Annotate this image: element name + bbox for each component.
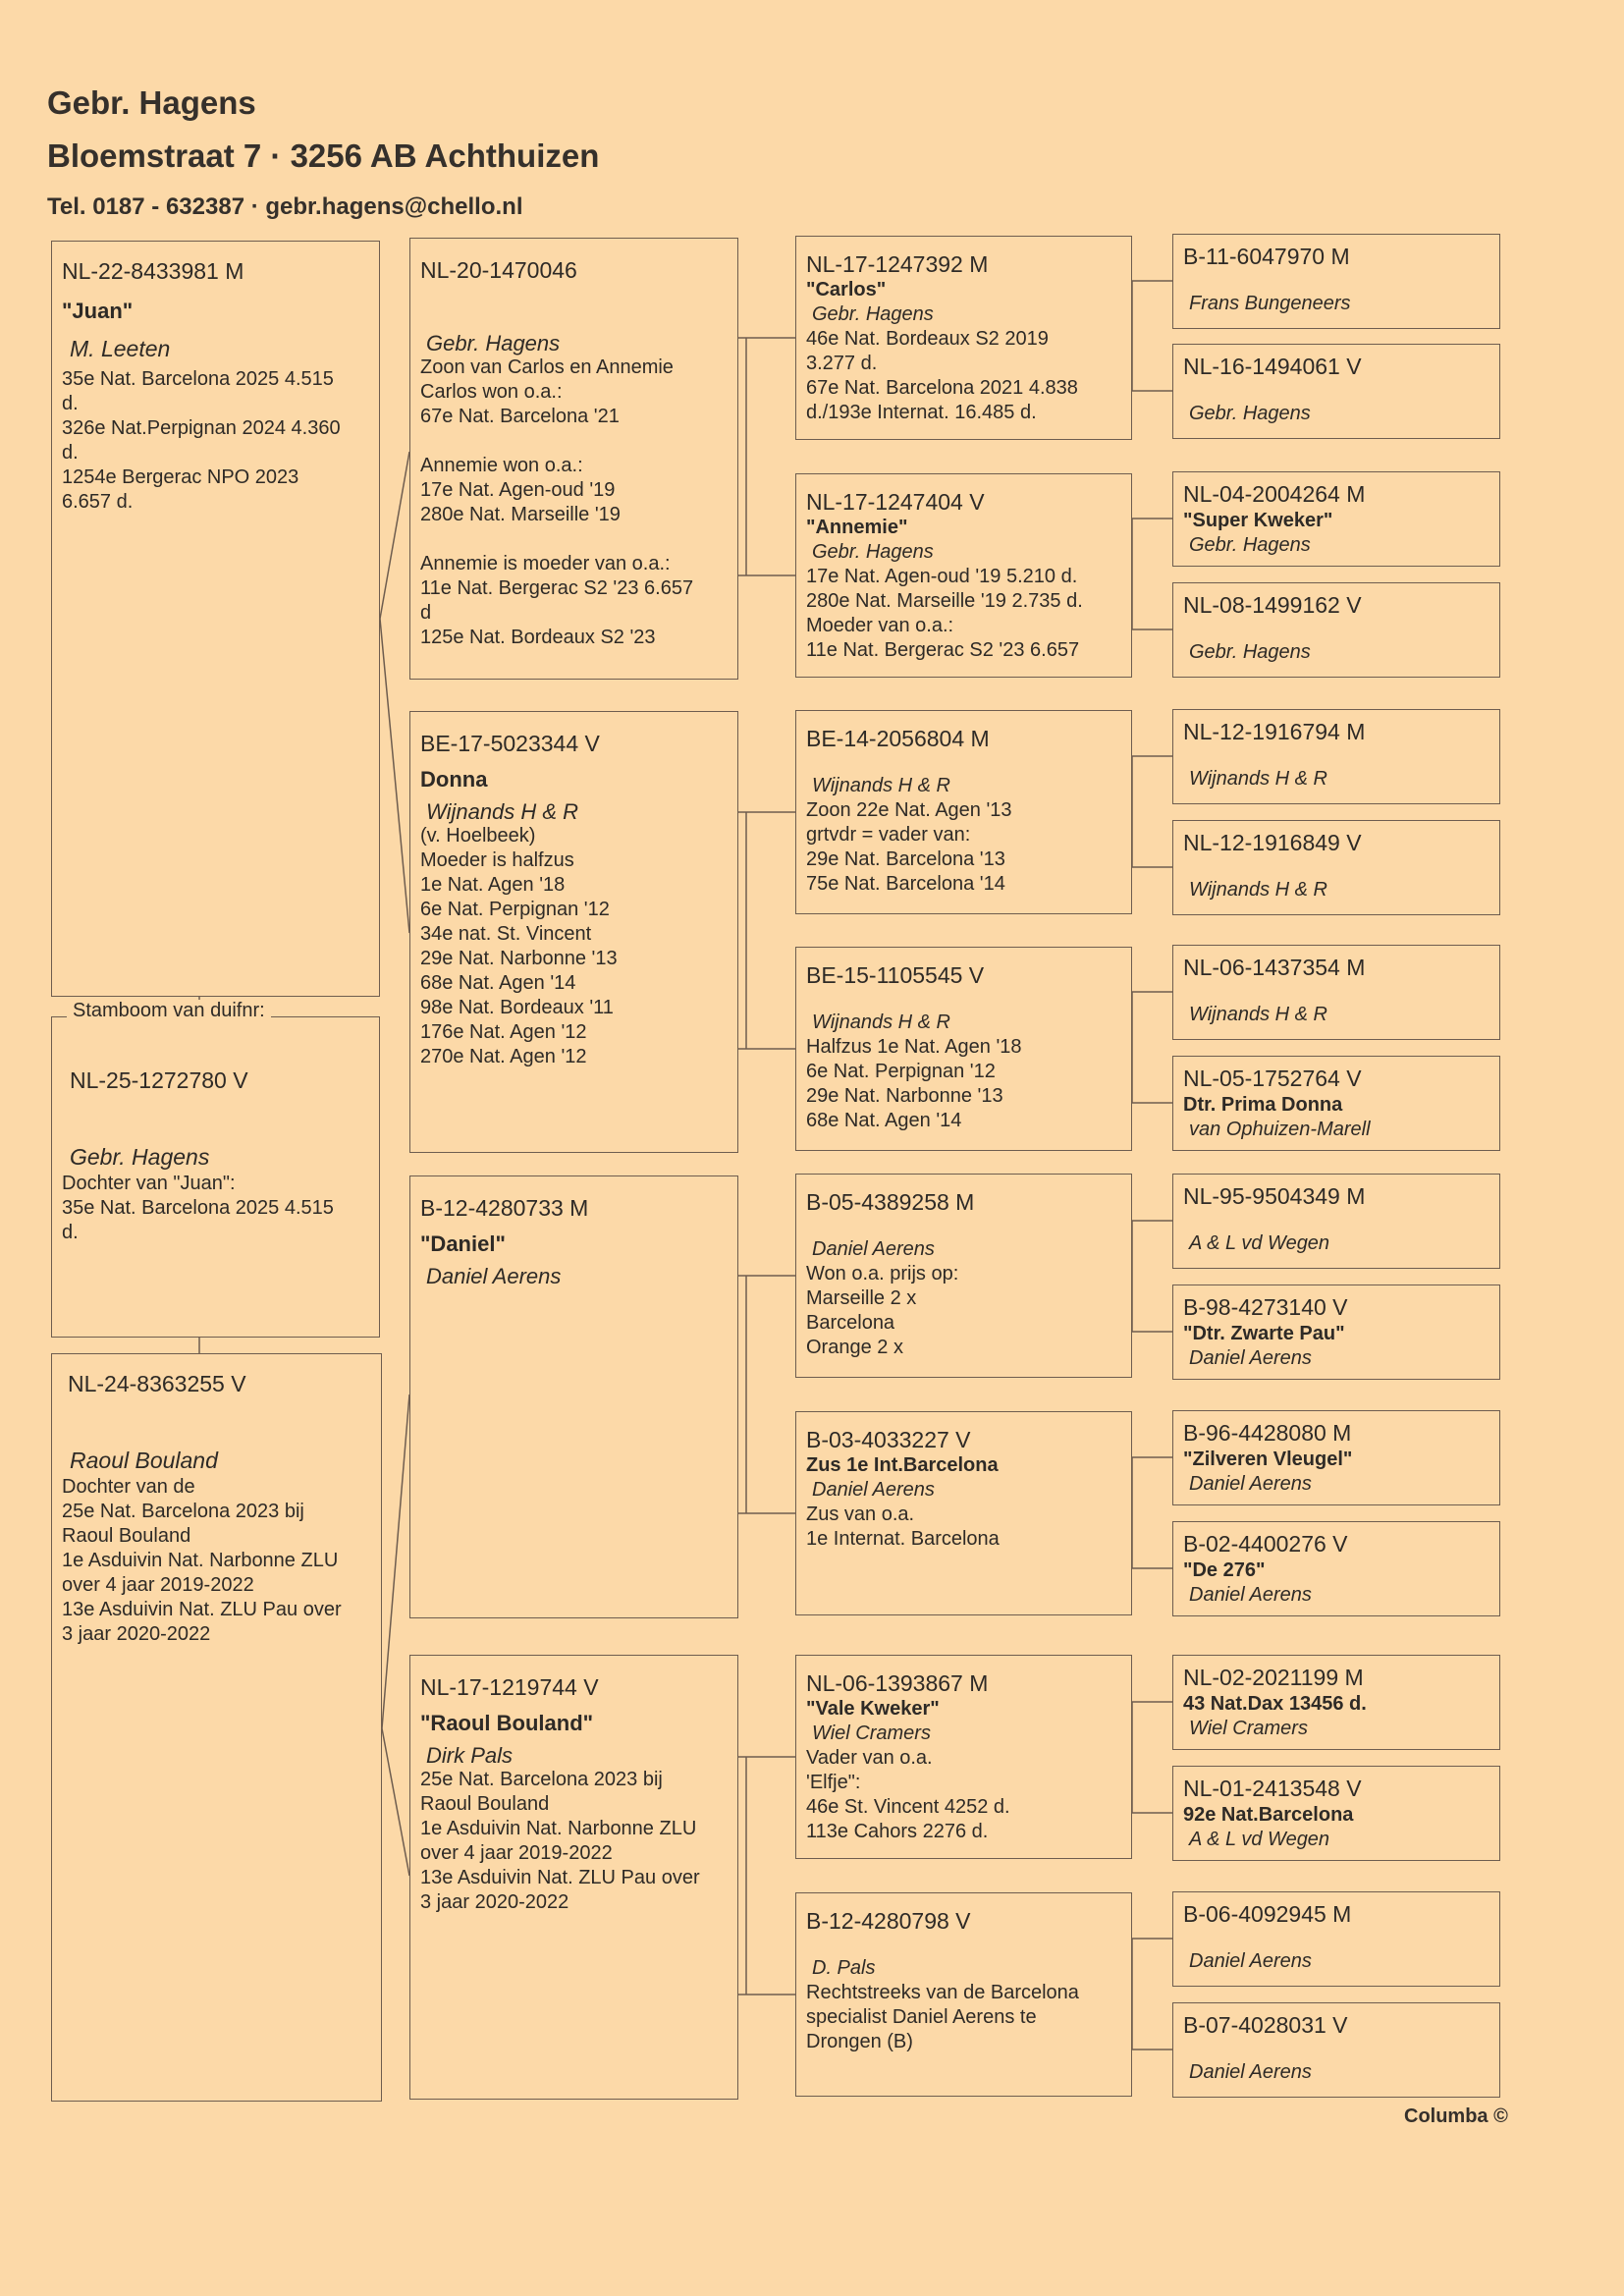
pigeon-name: "De 276" bbox=[1183, 1559, 1266, 1581]
pigeon-name bbox=[806, 989, 1121, 1011]
ring-number: NL-25-1272780 V bbox=[70, 1067, 248, 1093]
pigeon-notes: Vader van o.a. 'Elfje": 46e St. Vincent 4252 d. 113e Cahors 2276 d. bbox=[806, 1747, 1010, 1842]
connector-line bbox=[382, 1728, 409, 1876]
pedigree-card bbox=[409, 711, 738, 1153]
pedigree-card-dam bbox=[51, 1353, 382, 2102]
pigeon-notes: 25e Nat. Barcelona 2023 bij Raoul Bouland 1e Asduivin Nat. Narbonne ZLU over 4 jaar 2019-2022 13e Asduivin Nat. ZLU Pau over 3 jaar 2020-2022 bbox=[420, 1769, 700, 1913]
pedigree-card bbox=[1172, 2002, 1500, 2098]
owner-name: Raoul Bouland bbox=[70, 1448, 218, 1473]
ring-number: NL-24-8363255 V bbox=[68, 1371, 246, 1396]
pedigree-card bbox=[1172, 1766, 1500, 1861]
owner-name: Wiel Cramers bbox=[812, 1722, 931, 1744]
owner-name: Daniel Aerens bbox=[1189, 1584, 1312, 1606]
ring-number: NL-17-1219744 V bbox=[420, 1674, 599, 1700]
owner-name: Wijnands H & R bbox=[1189, 1004, 1327, 1025]
ring-number: NL-05-1752764 V bbox=[1183, 1066, 1362, 1091]
owner-name: Gebr. Hagens bbox=[812, 303, 934, 325]
owner-name: Wijnands H & R bbox=[426, 799, 579, 824]
pedigree-card bbox=[795, 710, 1132, 914]
pedigree-card bbox=[1172, 820, 1500, 915]
owner-name: Gebr. Hagens bbox=[1189, 403, 1311, 424]
pedigree-card bbox=[1172, 1655, 1500, 1750]
pedigree-card bbox=[795, 1655, 1132, 1859]
ring-number: NL-02-2021199 M bbox=[1183, 1665, 1364, 1690]
ring-number: BE-14-2056804 M bbox=[806, 726, 990, 751]
ring-number: B-06-4092945 M bbox=[1183, 1901, 1352, 1927]
pigeon-notes: Won o.a. prijs op: Marseille 2 x Barcelona Orange 2 x bbox=[806, 1263, 959, 1358]
pigeon-notes: Rechtstreeks van de Barcelona specialist Daniel Aerens te Drongen (B) bbox=[806, 1982, 1079, 2052]
pedigree-card bbox=[1172, 1056, 1500, 1151]
ring-number: B-12-4280798 V bbox=[806, 1908, 971, 1934]
pedigree-card bbox=[1172, 1174, 1500, 1269]
ring-number: NL-17-1247404 V bbox=[806, 489, 985, 515]
pedigree-card bbox=[795, 1174, 1132, 1378]
owner-name: A & L vd Wegen bbox=[1189, 1232, 1330, 1254]
pigeon-name: Dtr. Prima Donna bbox=[1183, 1094, 1343, 1116]
owner-name: Gebr. Hagens bbox=[1189, 534, 1311, 556]
pigeon-name: "Carlos" bbox=[806, 279, 887, 301]
ring-number: NL-12-1916794 M bbox=[1183, 719, 1366, 744]
ring-number: NL-95-9504349 M bbox=[1183, 1183, 1366, 1209]
pedigree-card bbox=[1172, 1410, 1500, 1505]
owner-name: Dirk Pals bbox=[426, 1743, 514, 1768]
pigeon-notes: 35e Nat. Barcelona 2025 4.515 d. 326e Nat.Perpignan 2024 4.360 d. 1254e Bergerac NPO 2023 6.657 d. bbox=[62, 368, 341, 513]
pedigree-card bbox=[1172, 709, 1500, 804]
pigeon-notes: Halfzus 1e Nat. Agen '18 6e Nat. Perpignan '12 29e Nat. Narbonne '13 68e Nat. Agen '14 bbox=[806, 1036, 1022, 1131]
pigeon-notes: Dochter van "Juan": 35e Nat. Barcelona 2025 4.515 d. bbox=[62, 1173, 334, 1243]
pedigree-card bbox=[795, 236, 1132, 440]
ring-number: NL-04-2004264 M bbox=[1183, 481, 1366, 507]
pedigree-card bbox=[795, 473, 1132, 678]
pigeon-name: "Super Kweker" bbox=[1183, 510, 1333, 531]
owner-name: Gebr. Hagens bbox=[812, 541, 934, 563]
owner-name: D. Pals bbox=[812, 1957, 876, 1979]
pigeon-name: "Vale Kweker" bbox=[806, 1698, 940, 1720]
pigeon-notes: (v. Hoelbeek) Moeder is halfzus 1e Nat. Agen '18 6e Nat. Perpignan '12 34e nat. St. Vincent 29e Nat. Narbonne '13 68e Nat. Agen '14 98e Nat. Bordeaux '11 176e Nat. Agen '12 270e Nat. Agen '12 bbox=[420, 825, 618, 1067]
pigeon-name: Zus 1e Int.Barcelona bbox=[806, 1454, 999, 1476]
owner-name: Daniel Aerens bbox=[812, 1479, 935, 1501]
ring-number: NL-16-1494061 V bbox=[1183, 354, 1362, 379]
pigeon-notes: Zoon van Carlos en Annemie Carlos won o.a.: 67e Nat. Barcelona '21 Annemie won o.a.: 17e Nat. Agen-oud '19 280e Nat. Marseille '19 Annemie is moeder van o.a.: 11e Nat. Bergerac S2 '23 6.657 d 125e Nat. Bordeaux S2 '23 bbox=[420, 356, 694, 648]
ring-number: NL-08-1499162 V bbox=[1183, 592, 1362, 618]
breeder-name: Gebr. Hagens bbox=[47, 84, 256, 121]
pedigree-card bbox=[1172, 1521, 1500, 1616]
ring-number: NL-20-1470046 bbox=[420, 257, 577, 283]
owner-name: Wiel Cramers bbox=[1189, 1718, 1308, 1739]
owner-name: Gebr. Hagens bbox=[426, 331, 561, 355]
owner-name: Daniel Aerens bbox=[1189, 2061, 1312, 2083]
ring-number: NL-22-8433981 M bbox=[62, 258, 244, 284]
owner-name: Daniel Aerens bbox=[426, 1264, 562, 1288]
pedigree-card bbox=[1172, 582, 1500, 678]
pedigree-card bbox=[795, 1411, 1132, 1615]
ring-number: B-96-4428080 M bbox=[1183, 1420, 1352, 1446]
breeder-address: Bloemstraat 7 · 3256 AB Achthuizen bbox=[47, 137, 600, 174]
pedigree-card bbox=[1172, 344, 1500, 439]
pigeon-name bbox=[806, 1216, 1121, 1237]
pedigree-card bbox=[795, 1892, 1132, 2097]
owner-name: Wijnands H & R bbox=[1189, 768, 1327, 790]
ring-number: BE-17-5023344 V bbox=[420, 731, 600, 756]
pedigree-card bbox=[409, 1655, 738, 2100]
pedigree-card bbox=[1172, 1285, 1500, 1380]
footer-copyright: Columba © bbox=[1404, 2105, 1508, 2127]
pigeon-name: "Daniel" bbox=[420, 1231, 506, 1256]
owner-name: Daniel Aerens bbox=[1189, 1347, 1312, 1369]
pigeon-name bbox=[420, 294, 728, 323]
owner-name: Daniel Aerens bbox=[1189, 1473, 1312, 1495]
pedigree-card-sire bbox=[51, 241, 380, 997]
owner-name: M. Leeten bbox=[70, 336, 171, 361]
pedigree-card bbox=[1172, 471, 1500, 567]
pigeon-notes: Zus van o.a. 1e Internat. Barcelona bbox=[806, 1503, 1000, 1550]
ring-number: B-05-4389258 M bbox=[806, 1189, 975, 1215]
pedigree-card bbox=[409, 1175, 738, 1618]
pigeon-notes: Zoon 22e Nat. Agen '13 grtvdr = vader van: 29e Nat. Barcelona '13 75e Nat. Barcelona '14 bbox=[806, 799, 1012, 895]
owner-name: Daniel Aerens bbox=[1189, 1950, 1312, 1972]
pigeon-notes: Dochter van de 25e Nat. Barcelona 2023 bij Raoul Bouland 1e Asduivin Nat. Narbonne ZLU over 4 jaar 2019-2022 13e Asduivin Nat. ZLU Pau over 3 jaar 2020-2022 bbox=[62, 1476, 342, 1645]
owner-name: Wijnands H & R bbox=[1189, 879, 1327, 901]
connector-line bbox=[380, 452, 409, 619]
breeder-contact: Tel. 0187 - 632387 · gebr.hagens@chello.nl bbox=[47, 193, 523, 220]
owner-name: Gebr. Hagens bbox=[1189, 641, 1311, 663]
owner-name: Wijnands H & R bbox=[812, 775, 950, 796]
pedigree-card bbox=[409, 238, 738, 680]
pigeon-name: 43 Nat.Dax 13456 d. bbox=[1183, 1693, 1367, 1715]
pigeon-notes: 46e Nat. Bordeaux S2 2019 3.277 d. 67e Nat. Barcelona 2021 4.838 d./193e Internat. 16.485 d. bbox=[806, 328, 1078, 423]
ring-number: B-03-4033227 V bbox=[806, 1427, 971, 1452]
ring-number: B-11-6047970 M bbox=[1183, 244, 1350, 269]
pigeon-name: "Dtr. Zwarte Pau" bbox=[1183, 1323, 1345, 1344]
pigeon-name: Donna bbox=[420, 767, 488, 792]
owner-name: Wijnands H & R bbox=[812, 1011, 950, 1033]
pigeon-name: 92e Nat.Barcelona bbox=[1183, 1804, 1354, 1826]
pedigree-card-subject bbox=[51, 1016, 380, 1338]
owner-name: van Ophuizen-Marell bbox=[1189, 1119, 1371, 1140]
pigeon-name: "Annemie" bbox=[806, 517, 908, 538]
pigeon-name bbox=[806, 1935, 1121, 1956]
pedigree-card bbox=[1172, 945, 1500, 1040]
pedigree-card bbox=[795, 947, 1132, 1151]
ring-number: BE-15-1105545 V bbox=[806, 962, 985, 988]
ring-number: B-02-4400276 V bbox=[1183, 1531, 1348, 1557]
ring-number: B-07-4028031 V bbox=[1183, 2012, 1348, 2038]
owner-name: Daniel Aerens bbox=[812, 1238, 935, 1260]
ring-number: NL-01-2413548 V bbox=[1183, 1776, 1362, 1801]
pigeon-name: "Zilveren Vleugel" bbox=[1183, 1449, 1353, 1470]
ring-number: NL-06-1437354 M bbox=[1183, 955, 1366, 980]
ring-number: B-98-4273140 V bbox=[1183, 1294, 1348, 1320]
pigeon-name: "Juan" bbox=[62, 299, 134, 323]
owner-name: Frans Bungeneers bbox=[1189, 293, 1351, 314]
connector-line bbox=[380, 619, 409, 933]
pedigree-title-label: Stamboom van duifnr: bbox=[67, 1000, 271, 1022]
pedigree-card bbox=[1172, 1891, 1500, 1987]
ring-number: B-12-4280733 M bbox=[420, 1195, 589, 1221]
pigeon-name bbox=[806, 752, 1121, 774]
connector-line bbox=[382, 1394, 409, 1728]
owner-name: Gebr. Hagens bbox=[70, 1144, 210, 1170]
pigeon-notes: 17e Nat. Agen-oud '19 5.210 d. 280e Nat. Marseille '19 2.735 d. Moeder van o.a.: 11e Nat. Bergerac S2 '23 6.657 bbox=[806, 566, 1083, 661]
ring-number: NL-12-1916849 V bbox=[1183, 830, 1362, 855]
ring-number: NL-06-1393867 M bbox=[806, 1670, 989, 1696]
ring-number: NL-17-1247392 M bbox=[806, 251, 989, 277]
pigeon-name: "Raoul Bouland" bbox=[420, 1711, 594, 1735]
pedigree-card bbox=[1172, 234, 1500, 329]
owner-name: A & L vd Wegen bbox=[1189, 1829, 1330, 1850]
